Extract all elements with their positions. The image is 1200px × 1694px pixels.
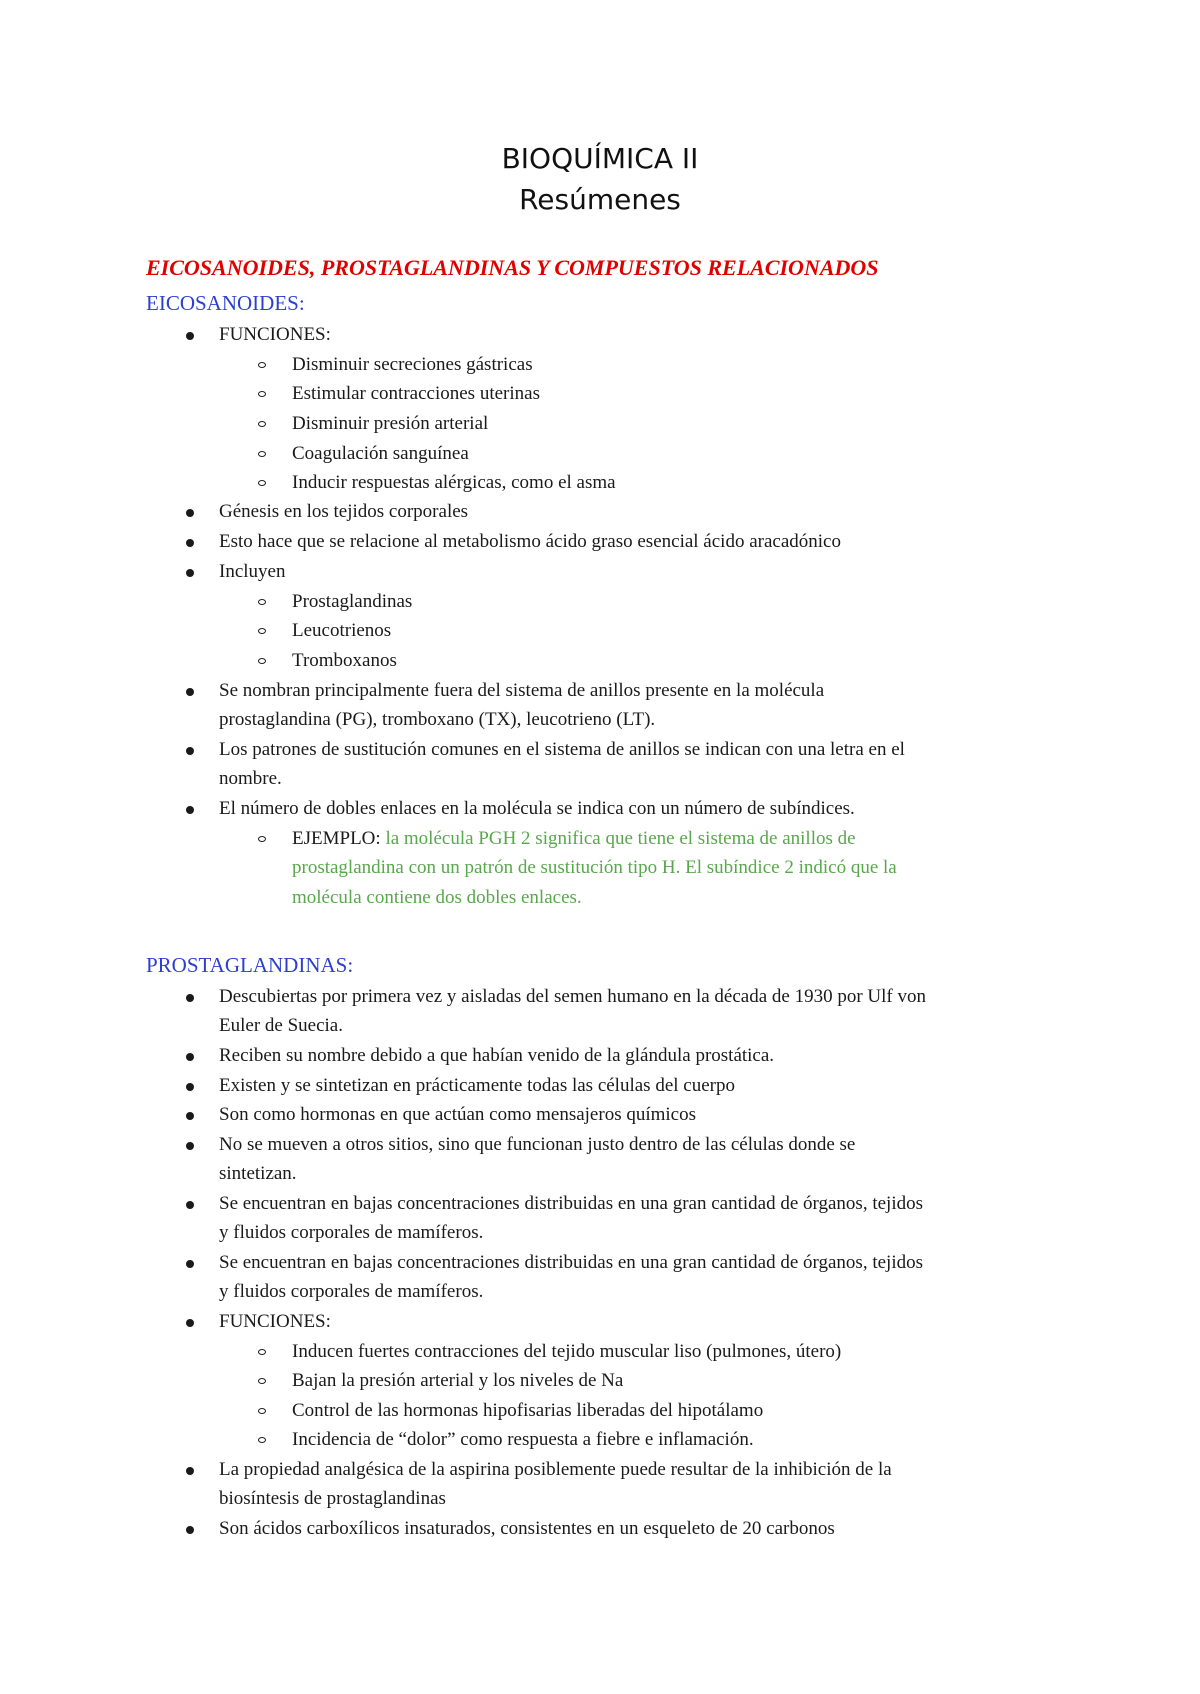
bullet-dot (186, 1467, 194, 1475)
bullet-dot (186, 1053, 194, 1061)
list-item: FUNCIONES: (219, 324, 331, 345)
sub-bullet-circle (258, 1408, 266, 1414)
sub-bullet-circle (258, 421, 266, 427)
sub-bullet-circle (258, 480, 266, 486)
list-item: Son ácidos carboxílicos insaturados, consistentes en un esqueleto de 20 carbonos (219, 1518, 835, 1539)
bullet-dot (186, 1201, 194, 1209)
sub-list-item: Incidencia de “dolor” como respuesta a fiebre e inflamación. (292, 1429, 754, 1450)
bullet-dot (186, 1083, 194, 1091)
sub-bullet-circle (258, 836, 266, 842)
list-item-continuation: biosíntesis de prostaglandinas (219, 1488, 446, 1509)
sub-bullet-circle (258, 451, 266, 457)
bullet-dot (186, 1260, 194, 1268)
list-item: Son como hormonas en que actúan como mensajeros químicos (219, 1104, 697, 1125)
sub-list-item: Inducir respuestas alérgicas, como el asma (292, 472, 616, 493)
bullet-dot (186, 539, 194, 547)
document-subtitle: Resúmenes (519, 183, 681, 216)
list-item: Incluyen (219, 561, 286, 582)
sub-list-item: Prostaglandinas (292, 591, 413, 612)
sub-list-item: Bajan la presión arterial y los niveles de Na (292, 1370, 624, 1391)
bullet-dot (186, 1319, 194, 1327)
sub-list-item: Inducen fuertes contracciones del tejido muscular liso (pulmones, útero) (292, 1341, 842, 1362)
sub-list-item: Disminuir secreciones gástricas (292, 354, 533, 375)
list-item: Los patrones de sustitución comunes en el sistema de anillos se indican con una letra en el (219, 739, 905, 760)
sub-bullet-circle (258, 658, 266, 664)
list-item-continuation: y fluidos corporales de mamíferos. (219, 1281, 484, 1302)
eicosanoides-heading: EICOSANOIDES: (146, 291, 305, 315)
list-item: Descubiertas por primera vez y aisladas del semen humano en la década de 1930 por Ulf von (219, 986, 926, 1007)
list-item: Génesis en los tejidos corporales (219, 501, 469, 522)
sub-list-item: Leucotrienos (292, 620, 392, 641)
list-item-continuation: prostaglandina (PG), tromboxano (TX), leucotrieno (LT). (219, 709, 656, 730)
example-text: la molécula PGH 2 significa que tiene el sistema de anillos de (385, 828, 856, 849)
list-item: La propiedad analgésica de la aspirina posiblemente puede resultar de la inhibición de la (219, 1459, 892, 1480)
sub-list-item: Control de las hormonas hipofisarias liberadas del hipotálamo (292, 1400, 764, 1421)
list-item: FUNCIONES: (219, 1311, 331, 1332)
list-item: Se encuentran en bajas concentraciones distribuidas en una gran cantidad de órganos, tejidos (219, 1193, 923, 1214)
example-line (292, 826, 856, 852)
bullet-dot (186, 332, 194, 340)
bullet-dot (186, 994, 194, 1002)
example-label: EJEMPLO: (292, 828, 386, 849)
sub-list-item: Coagulación sanguínea (292, 443, 469, 464)
list-item: Existen y se sintetizan en prácticamente todas las células del cuerpo (219, 1075, 735, 1096)
list-item-continuation: sintetizan. (219, 1163, 297, 1184)
sub-bullet-circle (258, 362, 266, 368)
example-text: molécula contiene dos dobles enlaces. (292, 887, 582, 908)
bullet-dot (186, 1142, 194, 1150)
sub-list-item: Estimular contracciones uterinas (292, 383, 540, 404)
bullet-dot (186, 1112, 194, 1120)
list-item-continuation: nombre. (219, 768, 282, 789)
example-text: prostaglandina con un patrón de sustitución tipo H. El subíndice 2 indicó que la (292, 857, 897, 878)
sub-bullet-circle (258, 599, 266, 605)
bullet-dot (186, 569, 194, 577)
section-title: EICOSANOIDES, PROSTAGLANDINAS Y COMPUESTOS RELACIONADOS (146, 255, 879, 280)
sub-bullet-circle (258, 1378, 266, 1384)
list-item: No se mueven a otros sitios, sino que funcionan justo dentro de las células donde se (219, 1134, 856, 1155)
document-title: BIOQUÍMICA II (501, 142, 699, 175)
sub-bullet-circle (258, 1349, 266, 1355)
sub-list-item: Disminuir presión arterial (292, 413, 489, 434)
list-item: Se nombran principalmente fuera del sistema de anillos presente en la molécula (219, 680, 825, 701)
list-item: Esto hace que se relacione al metabolismo ácido graso esencial ácido aracadónico (219, 531, 841, 552)
list-item-continuation: y fluidos corporales de mamíferos. (219, 1222, 484, 1243)
prostaglandinas-heading: PROSTAGLANDINAS: (146, 953, 354, 977)
sub-bullet-circle (258, 1437, 266, 1443)
sub-bullet-circle (258, 628, 266, 634)
sub-bullet-circle (258, 391, 266, 397)
bullet-dot (186, 688, 194, 696)
bullet-dot (186, 747, 194, 755)
bullet-dot (186, 509, 194, 517)
list-item: Se encuentran en bajas concentraciones distribuidas en una gran cantidad de órganos, tejidos (219, 1252, 923, 1273)
bullet-dot (186, 806, 194, 814)
list-item: El número de dobles enlaces en la molécula se indica con un número de subíndices. (219, 798, 855, 819)
list-item: Reciben su nombre debido a que habían venido de la glándula prostática. (219, 1045, 775, 1066)
list-item-continuation: Euler de Suecia. (219, 1015, 343, 1036)
bullet-dot (186, 1526, 194, 1534)
sub-list-item: Tromboxanos (292, 650, 397, 671)
